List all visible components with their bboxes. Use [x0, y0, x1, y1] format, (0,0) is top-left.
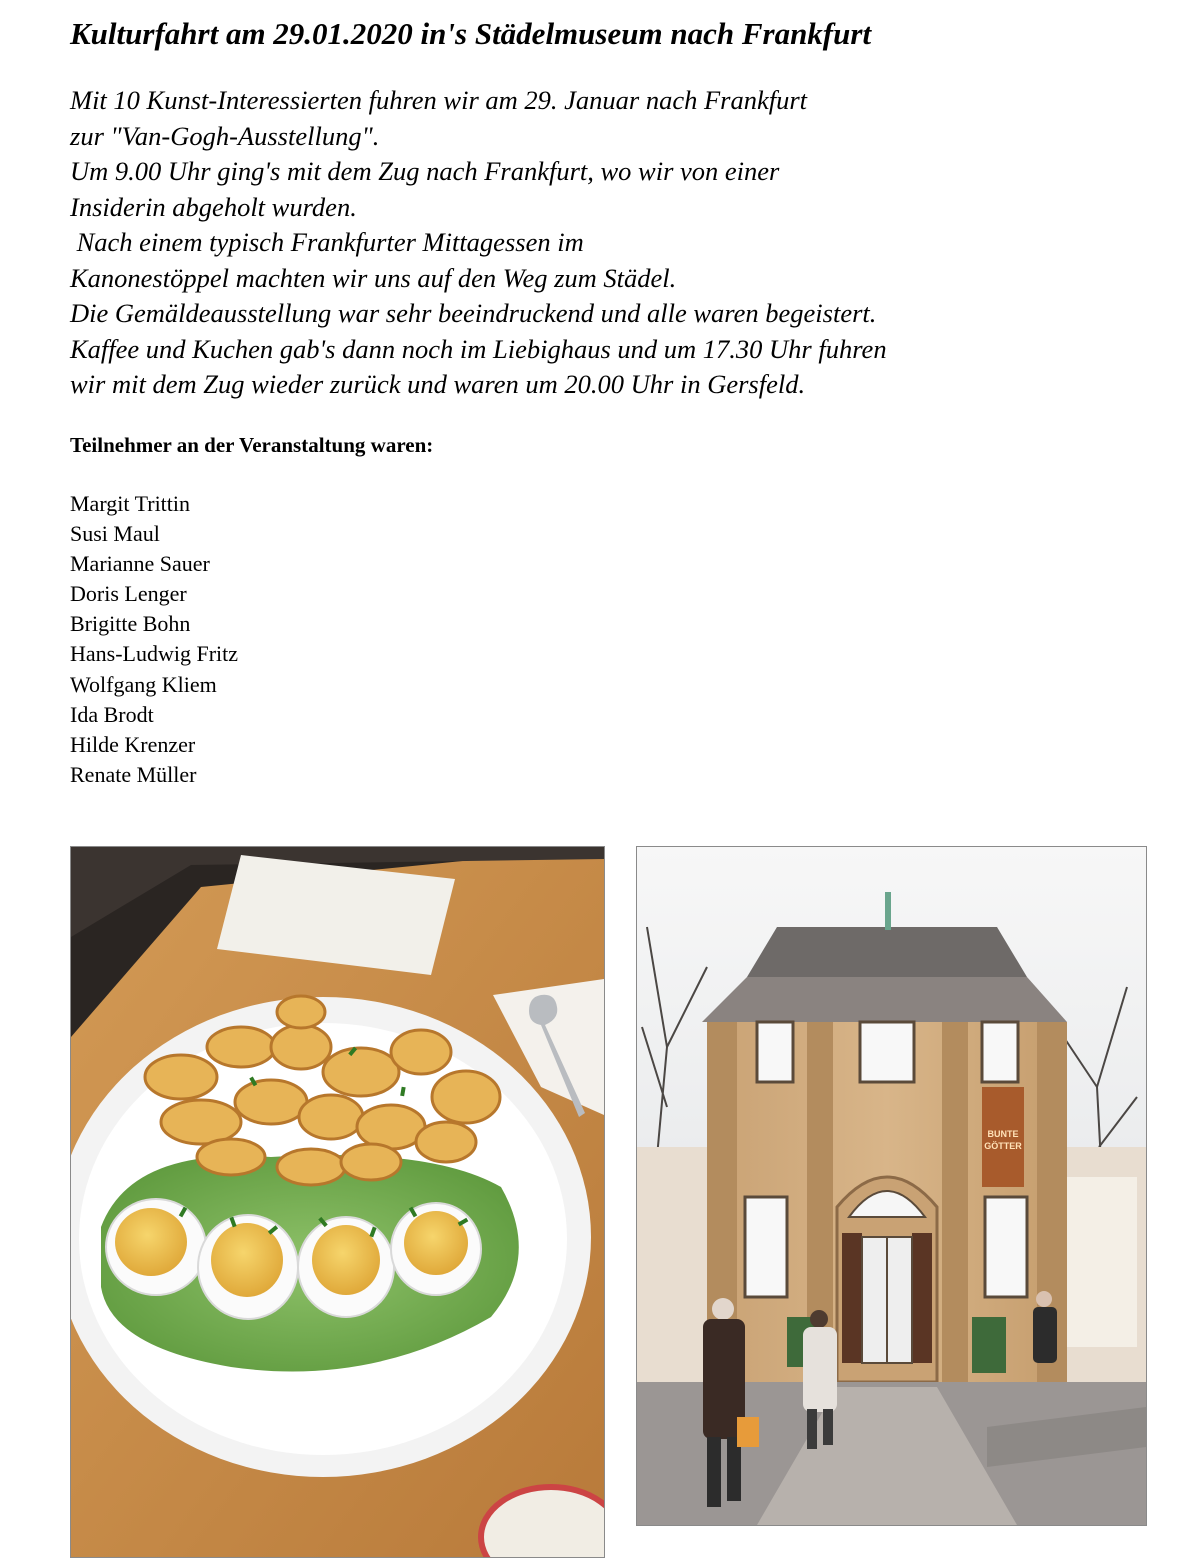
food-photo	[70, 846, 605, 1558]
intro-line: Mit 10 Kunst-Interessierten fuhren wir am 29. Januar nach Frankfurt	[70, 85, 808, 115]
intro-line: Kanonestöppel machten wir uns auf den Weg zum Städel.	[70, 262, 677, 293]
banner-line-1: BUNTE	[987, 1129, 1019, 1139]
participant-name: Wolfgang Kliem	[70, 671, 217, 697]
intro-line: Nach einem typisch Frankfurter Mittagessen im	[70, 227, 584, 257]
participants-list	[70, 489, 238, 790]
intro-line: Insiderin abgeholt wurden.	[70, 191, 357, 222]
plate-photo-icon	[71, 847, 604, 1557]
building-photo-icon	[637, 847, 1146, 1525]
participant-name: Hilde Krenzer	[70, 731, 196, 757]
participant-name: Marianne Sauer	[70, 551, 210, 577]
participant-name: Doris Lenger	[70, 581, 187, 607]
participant-name: Brigitte Bohn	[70, 611, 191, 637]
participant-name: Margit Trittin	[70, 491, 191, 516]
participant-name: Renate Müller	[70, 761, 197, 787]
participant-name: Susi Maul	[70, 521, 160, 547]
intro-line: Die Gemäldeausstellung war sehr beeindruckend und alle waren begeistert.	[70, 298, 877, 328]
intro-line: wir mit dem Zug wieder zurück und waren um 20.00 Uhr in Gersfeld.	[70, 369, 806, 399]
banner-line-2: GÖTTER	[984, 1141, 1022, 1151]
intro-line: Um 9.00 Uhr ging's mit dem Zug nach Frankfurt, wo wir von einer	[70, 156, 780, 186]
participant-name: Hans-Ludwig Fritz	[70, 641, 239, 667]
intro-line: Kaffee und Kuchen gab's dann noch im Liebighaus und um 17.30 Uhr fuhren	[70, 333, 887, 364]
intro-paragraph	[70, 83, 887, 403]
intro-line: zur "Van-Gogh-Ausstellung".	[70, 120, 380, 151]
museum-photo	[636, 846, 1147, 1526]
article-title: Kulturfahrt am 29.01.2020 in's Städelmuseum nach Frankfurt	[70, 16, 872, 51]
participant-name: Ida Brodt	[70, 701, 154, 727]
participants-heading: Teilnehmer an der Veranstaltung waren:	[70, 433, 434, 457]
